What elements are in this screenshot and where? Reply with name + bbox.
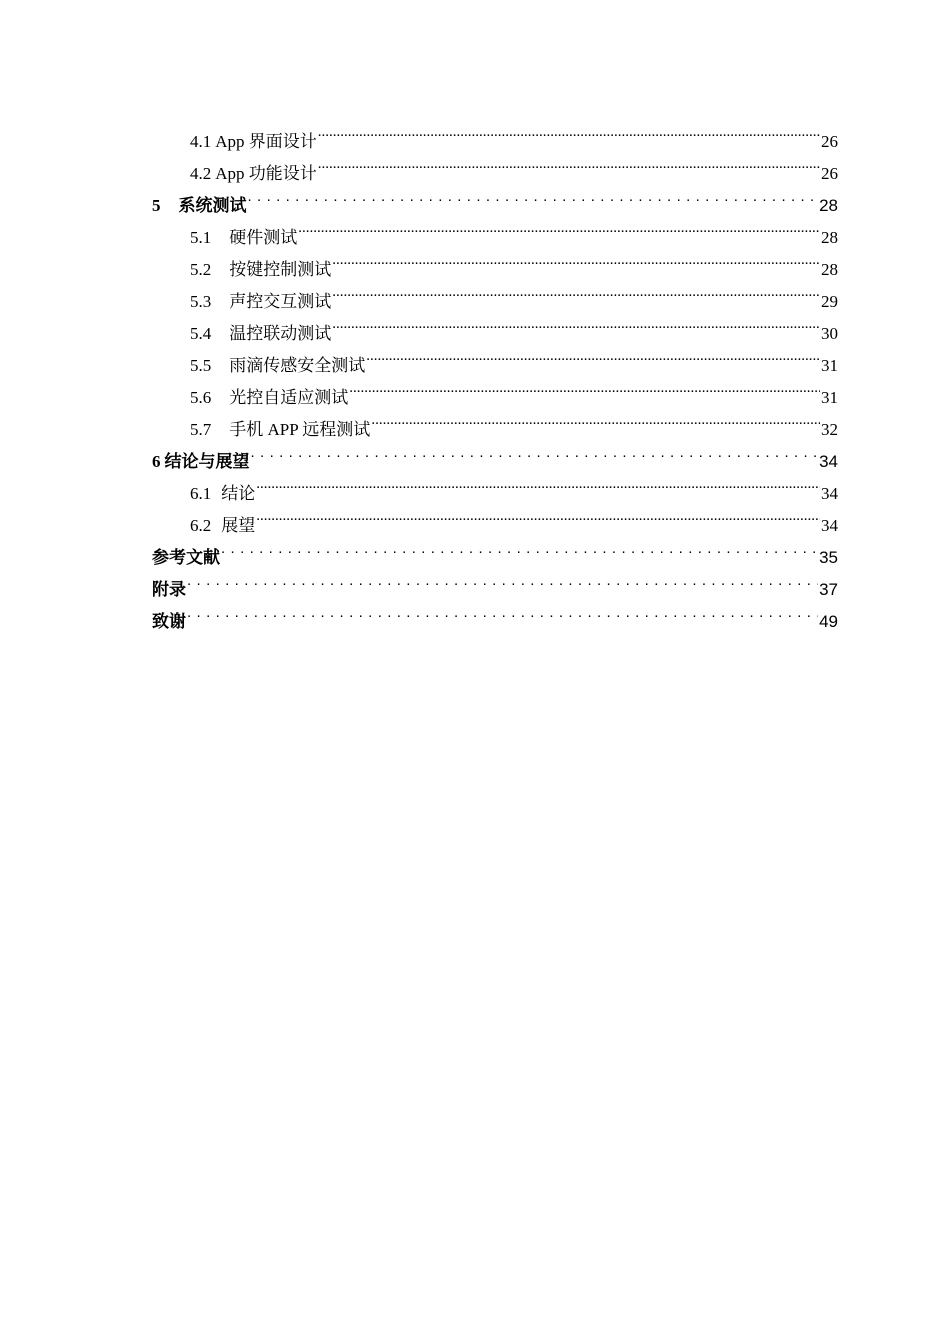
toc-entry-5[interactable] xyxy=(152,179,838,215)
dot-leader xyxy=(251,435,819,467)
dot-leader xyxy=(187,563,818,595)
toc-entry-title: 温控联动测试 xyxy=(229,324,332,343)
dot-leader xyxy=(318,115,820,147)
toc-entry-title: 结论与展望 xyxy=(164,452,250,471)
dot-leader xyxy=(298,211,820,243)
dot-leader xyxy=(371,403,820,435)
toc-entry-title: 雨滴传感安全测试 xyxy=(229,356,366,375)
toc-entry-number: 5.1 xyxy=(190,228,212,247)
toc-entry-page-number: 34 xyxy=(819,452,838,471)
dot-leader xyxy=(318,147,820,179)
dot-leader xyxy=(366,339,820,371)
toc-entry-title: 致谢 xyxy=(152,612,186,631)
dot-leader xyxy=(332,275,820,307)
toc-entry-page-number: 26 xyxy=(821,132,838,151)
toc-entry-page-number: 31 xyxy=(821,356,838,375)
toc-entry-number: 6.1 xyxy=(190,484,212,503)
dot-leader xyxy=(248,179,819,211)
toc-entry-number: 6.2 xyxy=(190,516,212,535)
toc-entry-page-number: 28 xyxy=(821,260,838,279)
toc-entry-5-1[interactable] xyxy=(152,211,838,247)
dot-leader xyxy=(349,371,820,403)
toc-entry-title: 系统测试 xyxy=(178,196,247,215)
toc-entry-title: 声控交互测试 xyxy=(229,292,332,311)
toc-entry-page-number: 34 xyxy=(821,484,838,503)
toc-entry-number: 5.2 xyxy=(190,260,212,279)
toc-entry-page-number: 29 xyxy=(821,292,838,311)
toc-entry-number: 5.3 xyxy=(190,292,212,311)
toc-entry-4-1[interactable] xyxy=(152,115,838,151)
dot-leader xyxy=(256,467,820,499)
toc-entry-title: 附录 xyxy=(152,580,186,599)
toc-entry-page-number: 26 xyxy=(821,164,838,183)
toc-entry-title: 展望 xyxy=(221,516,256,535)
toc-entry-number: 4.1 xyxy=(190,132,212,151)
toc-entry-number: 5.6 xyxy=(190,388,212,407)
toc-entry-title: 硬件测试 xyxy=(229,228,298,247)
toc-entry-number: 5.4 xyxy=(190,324,212,343)
toc-entry-title: 参考文献 xyxy=(152,548,220,567)
dot-leader xyxy=(256,499,820,531)
dot-leader xyxy=(332,243,820,275)
dot-leader xyxy=(332,307,820,339)
toc-entry-acknowledgements[interactable] xyxy=(152,595,838,631)
toc-entry-title: App 界面设计 xyxy=(215,132,317,151)
toc-entry-page-number: 37 xyxy=(819,580,838,599)
toc-entry-page-number: 35 xyxy=(819,548,838,567)
toc-entry-title: 按键控制测试 xyxy=(229,260,332,279)
table-of-contents xyxy=(152,115,838,631)
toc-entry-6-1[interactable] xyxy=(152,467,838,503)
toc-entry-page-number: 49 xyxy=(819,612,838,631)
toc-entry-number: 5 xyxy=(152,196,161,215)
toc-entry-6[interactable] xyxy=(152,435,838,471)
toc-entry-number: 5.7 xyxy=(190,420,212,439)
dot-leader xyxy=(221,531,818,563)
toc-entry-number: 5.5 xyxy=(190,356,212,375)
toc-entry-title: 光控自适应测试 xyxy=(229,388,349,407)
toc-entry-title: App 功能设计 xyxy=(215,164,317,183)
toc-entry-title: 手机 APP 远程测试 xyxy=(229,420,371,439)
toc-entry-page-number: 32 xyxy=(821,420,838,439)
toc-entry-page-number: 28 xyxy=(819,196,838,215)
toc-entry-page-number: 28 xyxy=(821,228,838,247)
toc-entry-references[interactable] xyxy=(152,531,838,567)
toc-entry-number: 4.2 xyxy=(190,164,212,183)
dot-leader xyxy=(187,595,818,627)
toc-entry-appendix[interactable] xyxy=(152,563,838,599)
toc-entry-title: 结论 xyxy=(221,484,256,503)
toc-entry-page-number: 31 xyxy=(821,388,838,407)
toc-entry-page-number: 30 xyxy=(821,324,838,343)
toc-entry-page-number: 34 xyxy=(821,516,838,535)
toc-entry-number: 6 xyxy=(152,452,161,471)
